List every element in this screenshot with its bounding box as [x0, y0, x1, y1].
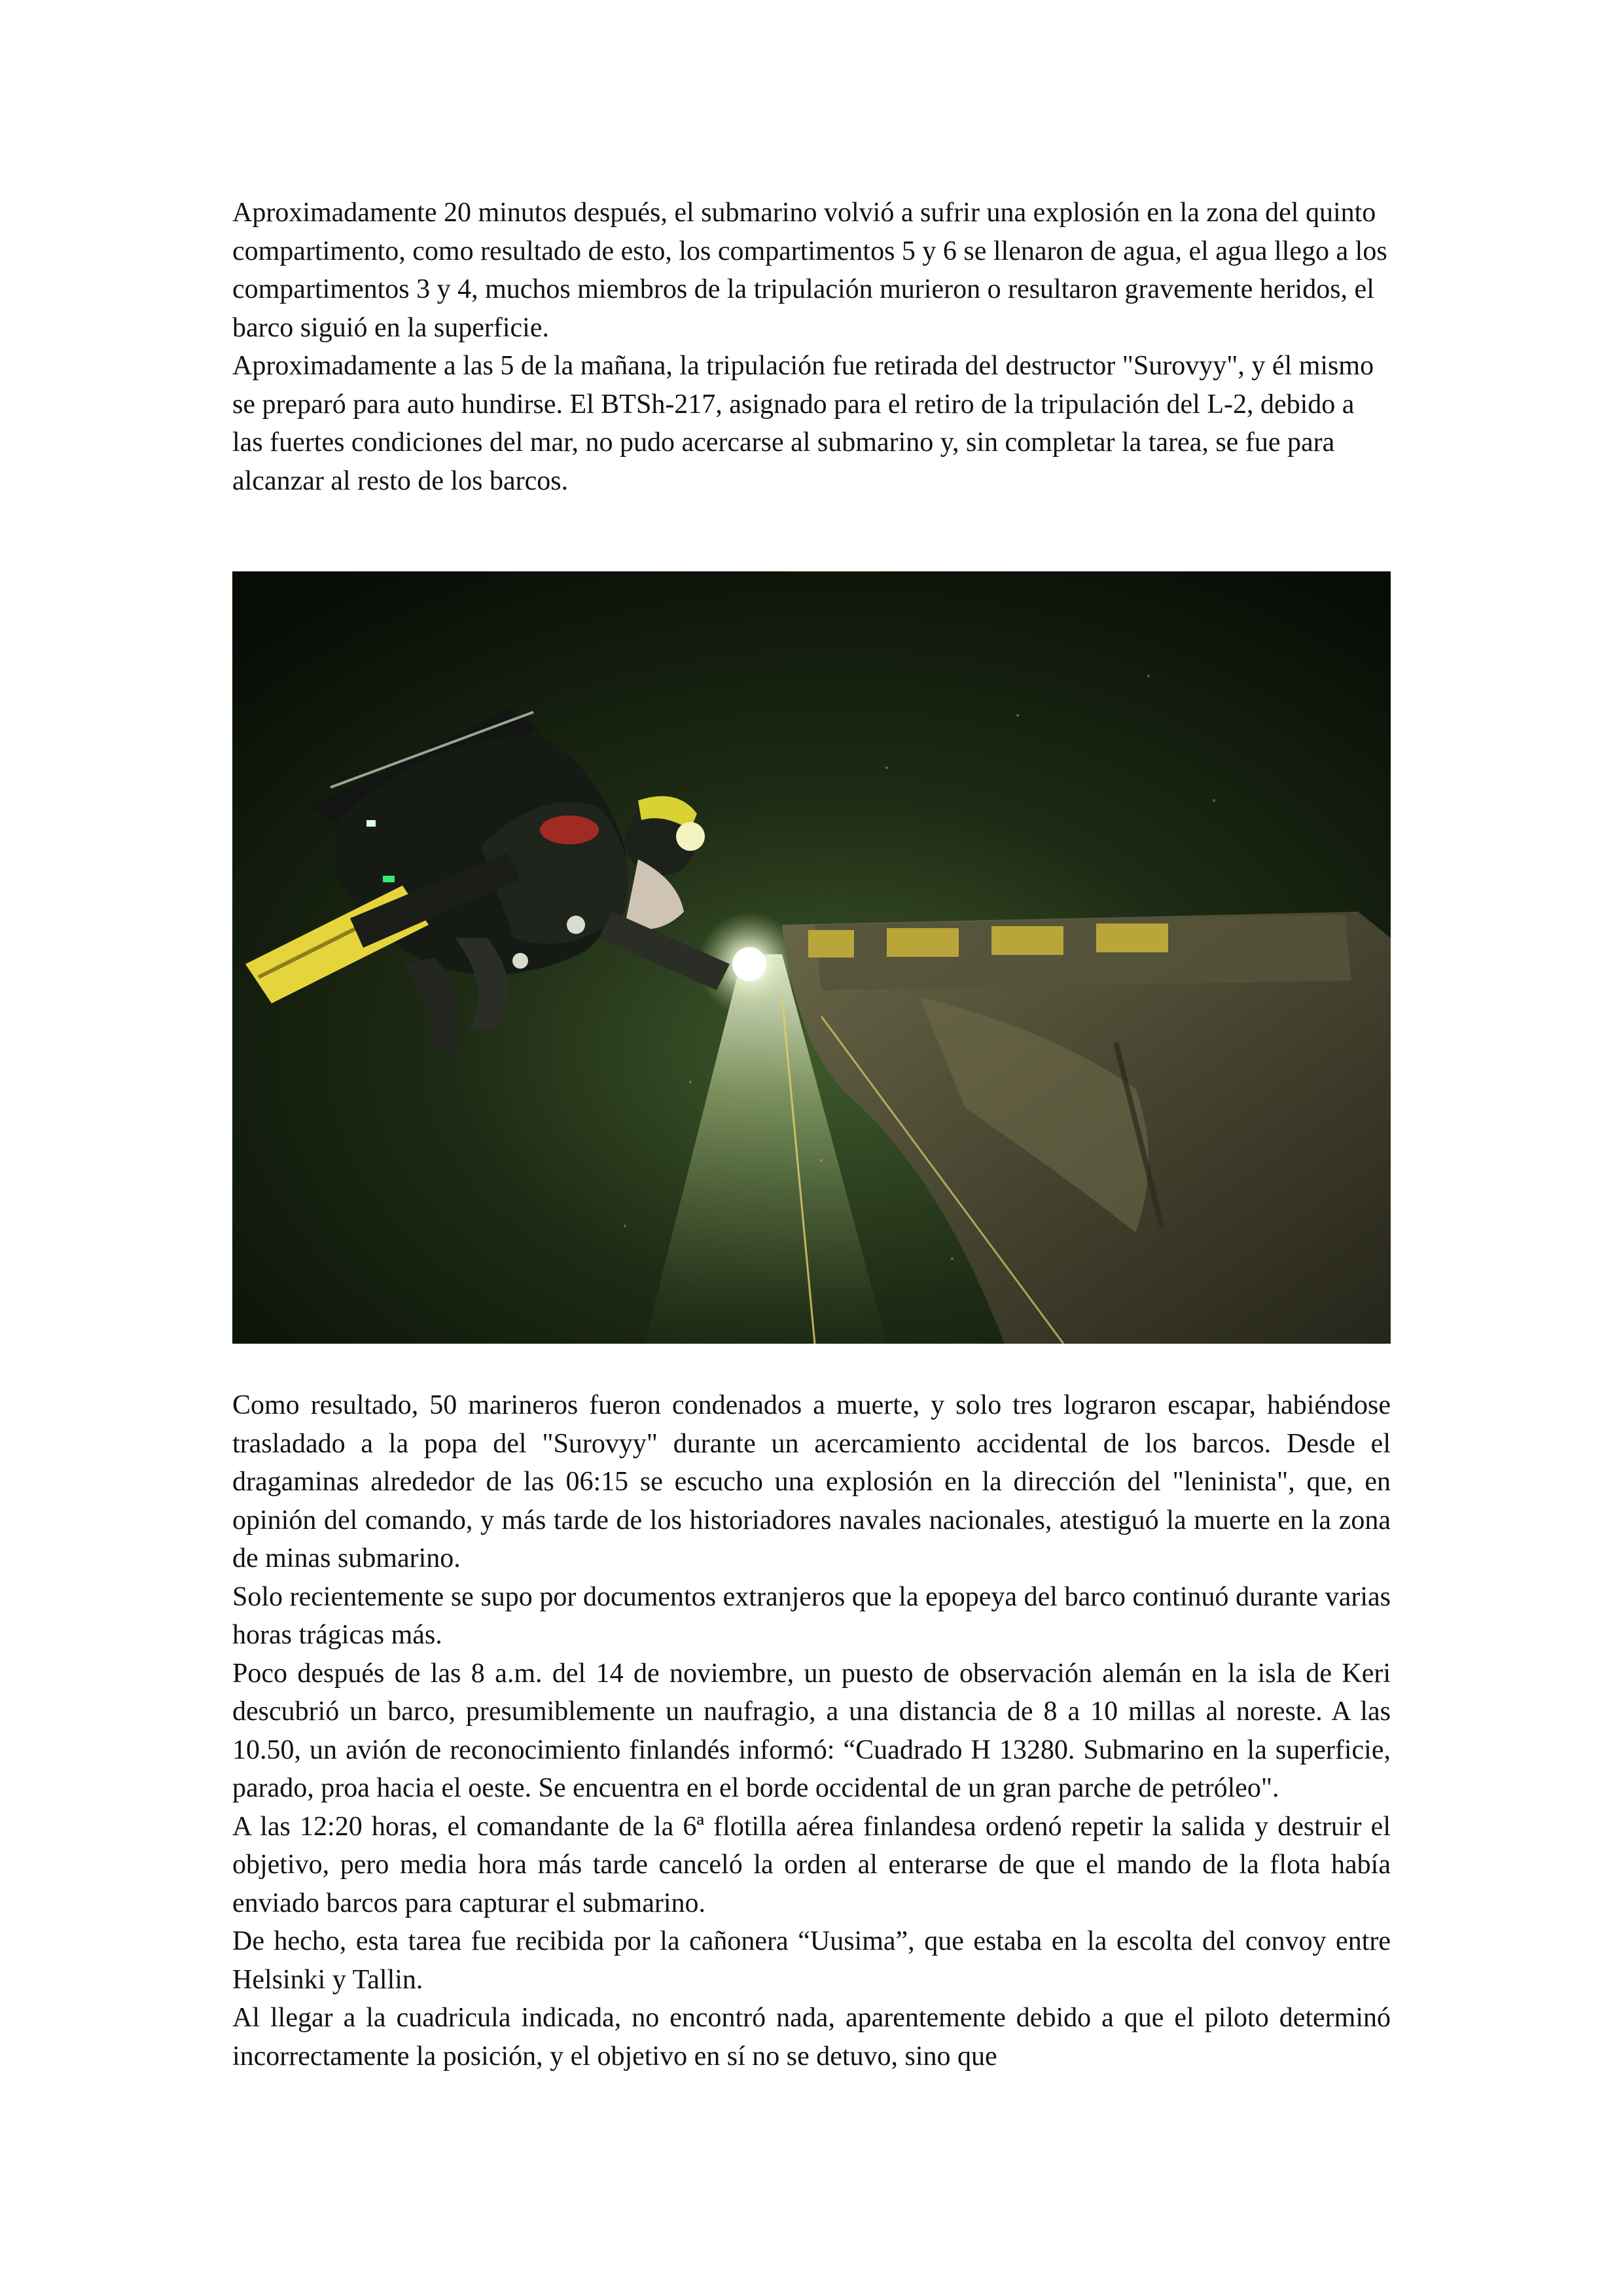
bottom-text-block [232, 1386, 1391, 2075]
paragraph: A las 12:20 horas, el comandante de la 6ª flotilla aérea finlandesa ordenó repetir la salida y destruir el objetivo, pero media hora más tarde canceló la orden al enterarse de que el mando de la flota había enviado barcos para capturar el submarino. [232, 1811, 1391, 1918]
hull-band [808, 930, 854, 958]
hull-band [887, 928, 959, 957]
paragraph: Como resultado, 50 marineros fueron condenados a muerte, y solo tres lograron escapar, habiéndose trasladado a la popa del "Surovyy" durante un acercamiento accidental de los barcos. Desde el dragaminas alrededor de las 06:15 se escucho una explosión en la dirección del "leninista", que, en opinión del comando, y más tarde de los historiadores navales nacionales, atestiguó la muerte en la zona de minas submarino. [232, 1390, 1391, 1573]
paragraph: Poco después de las 8 a.m. del 14 de noviembre, un puesto de observación alemán en la isla de Keri descubrió un barco, presumiblemente un naufragio, a una distancia de 8 a 10 millas al noreste. A las 10.50, un avión de reconocimiento finlandés informó: “Cuadrado H 13280. Submarino en la superficie, parado, proa hacia el oeste. Se encuentra en el borde occidental de un gran parche de petróleo". [232, 1658, 1391, 1803]
paragraph: Solo recientemente se supo por documentos extranjeros que la epopeya del barco continuó durante varias horas trágicas más. [232, 1581, 1391, 1650]
top-text-block [232, 194, 1391, 500]
paragraph: Aproximadamente 20 minutos después, el submarino volvió a sufrir una explosión en la zona del quinto compartimento, como resultado de esto, los compartimentos 5 y 6 se llenaron de agua, el agua llego a los compartimentos 3 y 4, muchos miembros de la tripulación murieron o resultaron gravemente heridos, el barco siguió en la superficie. [232, 198, 1387, 343]
hull-band [991, 926, 1063, 955]
photo-illustration [232, 571, 1391, 1344]
hull-band [1096, 924, 1168, 952]
paragraph: Aproximadamente a las 5 de la mañana, la tripulación fue retirada del destructor "Surovyy", y él mismo se preparó para auto hundirse. El BTSh-217, asignado para el retiro de la tripulación del L-2, debido a las fuertes condiciones del mar, no pudo acercarse al submarino y, sin completar la tarea, se fue para alcanzar al resto de los barcos. [232, 351, 1374, 496]
paragraph: De hecho, esta tarea fue recibida por la cañonera “Uusima”, que estaba en la escolta del convoy entre Helsinki y Tallin. [232, 1926, 1391, 1995]
wreck-dive-photo [232, 571, 1391, 1344]
paragraph: Al llegar a la cuadricula indicada, no encontró nada, aparentemente debido a que el piloto determinó incorrectamente la posición, y el objetivo en sí no se detuvo, sino que [232, 2003, 1391, 2072]
